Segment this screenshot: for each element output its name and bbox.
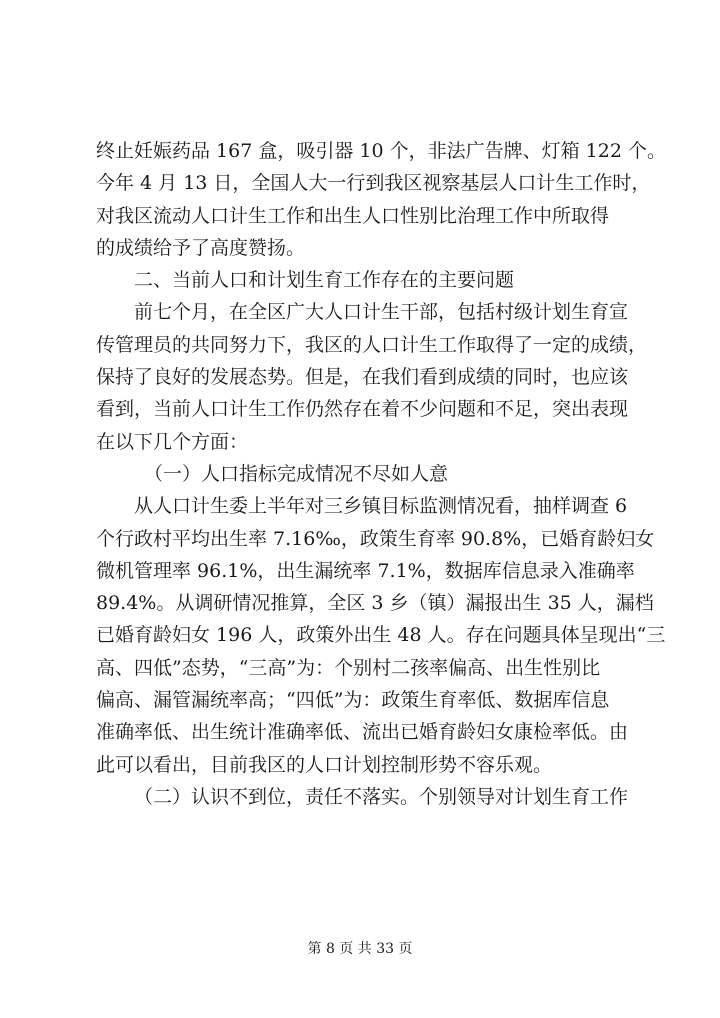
text-line: 的成绩给予了高度赞扬。 bbox=[96, 236, 306, 259]
subsection-heading: （一）人口指标完成情况不尽如人意 bbox=[144, 462, 449, 485]
text-line: 前七个月，在全区广大人口计生干部，包括村级计划生育宣 bbox=[134, 301, 629, 324]
text-line: 已婚育龄妇女 196 人，政策外出生 48 人。存在问题具体呈现出“三 bbox=[96, 624, 666, 647]
text-line: 从人口计生委上半年对三乡镇目标监测情况看，抽样调查 6 bbox=[134, 495, 628, 518]
text-line: 在以下几个方面： bbox=[96, 430, 249, 453]
text-line: 准确率低、出生统计准确率低、流出已婚育龄妇女康检率低。由 bbox=[96, 721, 629, 744]
text-line: 微机管理率 96.1%，出生漏统率 7.1%，数据库信息录入准确率 bbox=[96, 559, 635, 582]
text-line: 传管理员的共同努力下，我区的人口计生工作取得了一定的成绩， bbox=[96, 333, 648, 356]
text-line: 此可以看出，目前我区的人口计划控制形势不容乐观。 bbox=[96, 753, 553, 776]
text-line: 保持了良好的发展态势。但是，在我们看到成绩的同时，也应该 bbox=[96, 366, 629, 389]
text-line: 对我区流动人口计生工作和出生人口性别比治理工作中所取得 bbox=[96, 204, 610, 227]
text-line: 高、四低”态势，“三高”为：个别村二孩率偏高、出生性别比 bbox=[96, 656, 601, 679]
text-line: 终止妊娠药品 167 盒，吸引器 10 个，非法广告牌、灯箱 122 个。 bbox=[96, 140, 666, 162]
text-line: 个行政村平均出生率 7.16‰，政策生育率 90.8%，已婚育龄妇女 bbox=[96, 527, 655, 550]
text-line: 今年 4 月 13 日，全国人大一行到我区视察基层人口计生工作时， bbox=[96, 172, 651, 195]
page-footer: 第 8 页 共 33 页 bbox=[307, 941, 413, 957]
text-line: 看到，当前人口计生工作仍然存在着不少问题和不足，突出表现 bbox=[96, 398, 629, 421]
text-line: （二）认识不到位，责任不落实。个别领导对计划生育工作 bbox=[134, 785, 629, 808]
document-body bbox=[96, 135, 666, 813]
text-line: 89.4%。从调研情况推算，全区 3 乡（镇）漏报出生 35 人，漏档 bbox=[96, 592, 654, 615]
section-heading: 二、当前人口和计划生育工作存在的主要问题 bbox=[134, 269, 515, 292]
text-line: 偏高、漏管漏统率高；“四低”为：政策生育率低、数据库信息 bbox=[96, 689, 610, 712]
